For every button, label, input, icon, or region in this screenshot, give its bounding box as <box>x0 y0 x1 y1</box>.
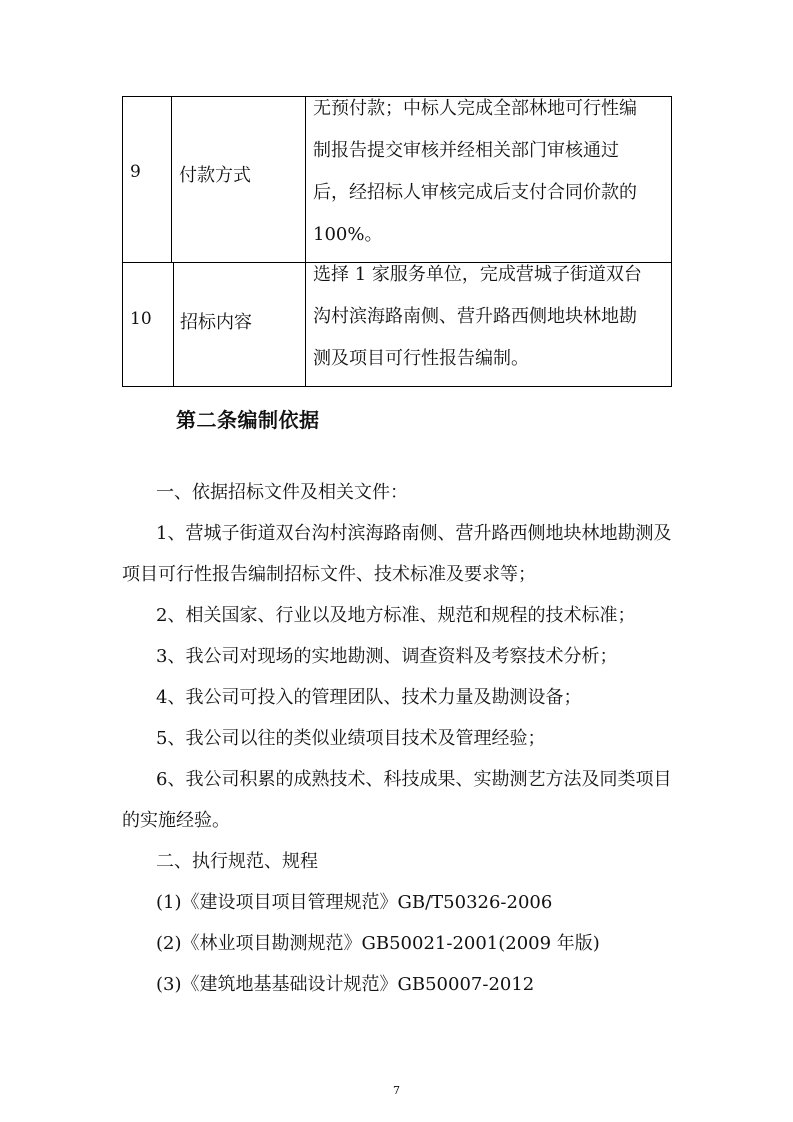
row-label: 付款方式 <box>179 165 251 186</box>
table-col-divider <box>171 96 172 262</box>
table-border-bottom <box>122 386 672 387</box>
paragraph: 1、营城子街道双台沟村滨海路南侧、营升路西侧地块林地勘测及项目可行性报告编制招标文件、技术标准及要求等； <box>122 523 672 585</box>
paragraph: 4、我公司可投入的管理团队、技术力量及勘测设备； <box>156 687 582 708</box>
section-heading: 第二条编制依据 <box>176 408 320 432</box>
row-number: 10 <box>130 309 152 329</box>
content-line: 测及项目可行性报告编制。 <box>313 348 529 369</box>
table-border-left <box>122 96 123 387</box>
content-line: 沟村滨海路南侧、营升路西侧地块林地勘 <box>313 306 637 327</box>
row-content <box>313 254 668 380</box>
content-line: 后，经招标人审核完成后支付合同价款的 <box>313 182 637 203</box>
paragraph: (3)《建筑地基基础设计规范》GB50007-2012 <box>156 974 535 995</box>
content-line: 100%。 <box>313 224 383 245</box>
paragraph: 2、相关国家、行业以及地方标准、规范和规程的技术标准； <box>156 605 636 626</box>
row-number: 9 <box>130 162 141 182</box>
table-col-divider <box>305 96 306 387</box>
content-line: 制报告提交审核并经相关部门审核通过 <box>313 140 619 161</box>
paragraph: 5、我公司以往的类似业绩项目技术及管理经验； <box>156 728 546 749</box>
paragraph: 二、执行规范、规程 <box>156 851 318 872</box>
row-content <box>313 88 668 256</box>
paragraph: (2)《林业项目勘测规范》GB50021-2001(2009 年版) <box>156 933 600 954</box>
paragraph: 6、我公司积累的成熟技术、科技成果、实勘测艺方法及同类项目的实施经验。 <box>122 769 672 831</box>
table-border-right <box>671 96 672 387</box>
paragraph: (1)《建设项目项目管理规范》GB/T50326-2006 <box>156 892 553 913</box>
content-line: 选择 1 家服务单位，完成营城子街道双台 <box>313 264 642 285</box>
page-number: 7 <box>393 1084 400 1097</box>
row-label: 招标内容 <box>180 312 252 333</box>
table-col-divider <box>173 262 174 387</box>
paragraph: 一、依据招标文件及相关文件： <box>156 482 408 503</box>
content-line: 无预付款；中标人完成全部林地可行性编 <box>313 98 637 119</box>
paragraph: 3、我公司对现场的实地勘测、调查资料及考察技术分析； <box>156 646 618 667</box>
